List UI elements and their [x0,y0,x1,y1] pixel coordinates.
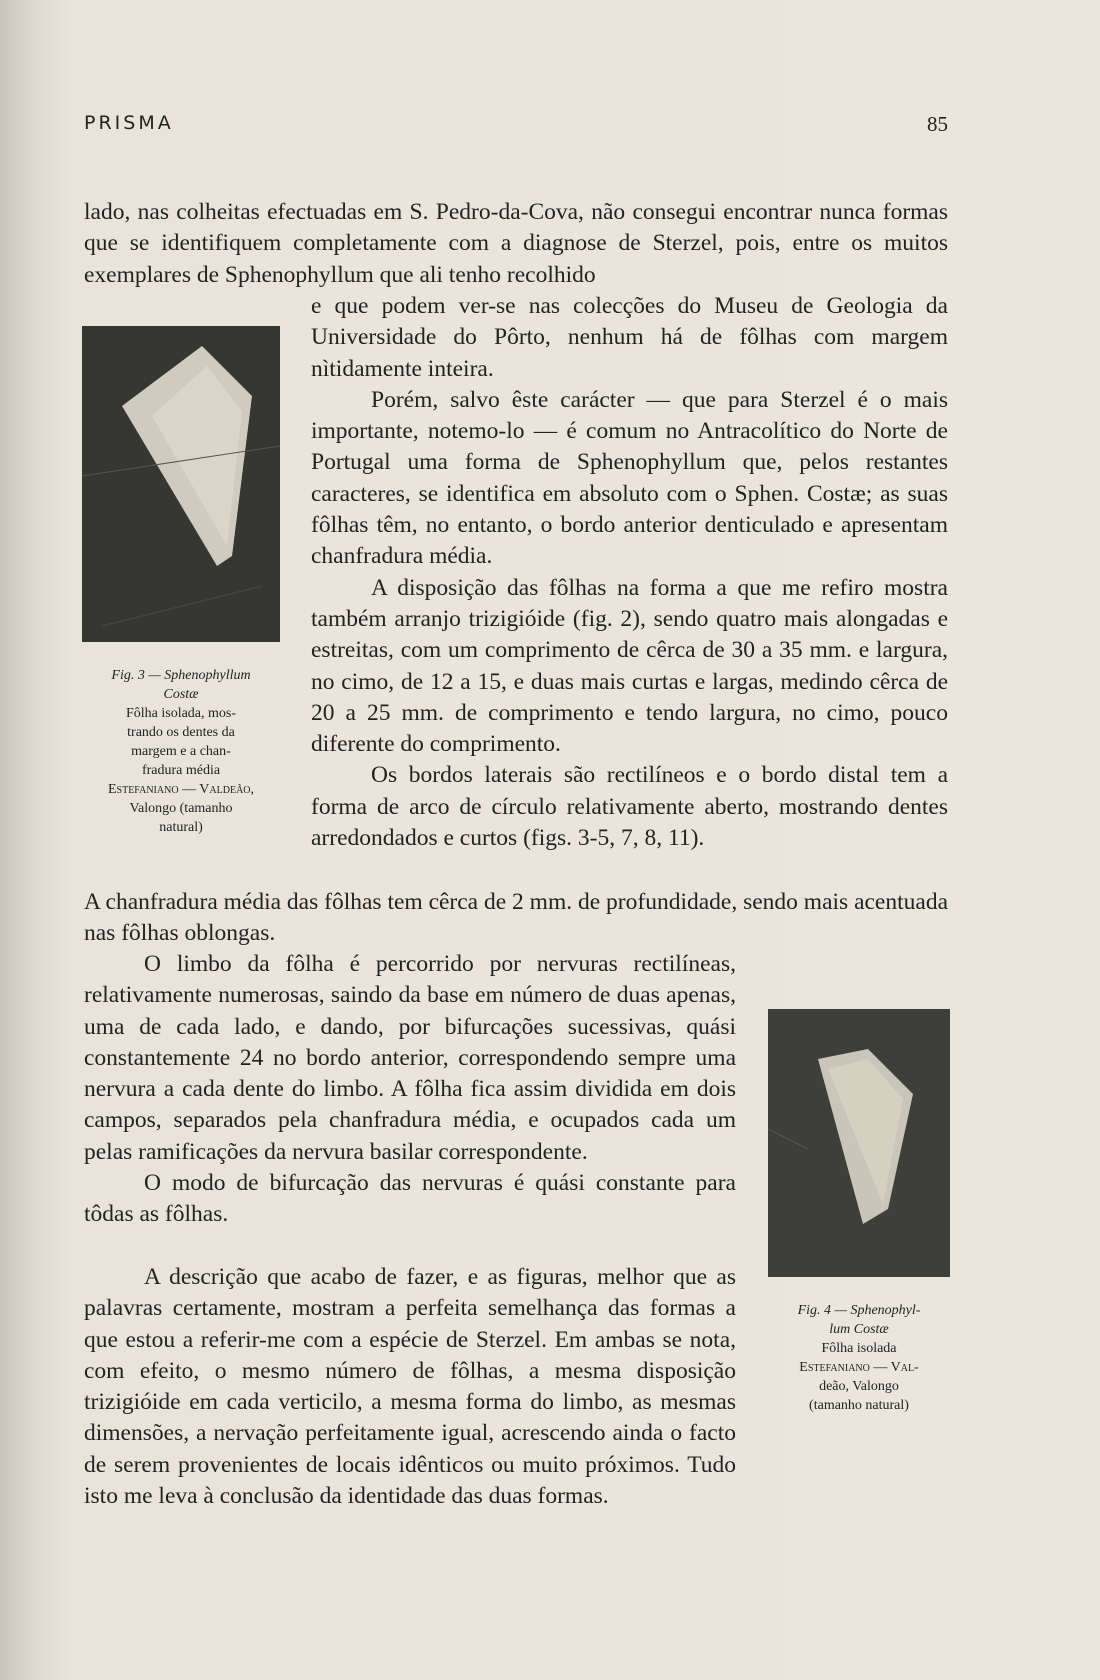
page-header [84,112,948,142]
fig4-caption-line: Fig. 4 — Sphenophyl- [797,1303,921,1318]
fig3-caption-line: margem e a chan- [131,744,231,759]
paragraph-7: O limbo da fôlha é percorrido por nervuras rectilíneas, relativamente numerosas, saindo da base em número de duas apenas, uma de cada lado, e dando, por bifurcações sucessivas, quási constantemente 24 no bordo anterior, correspondendo sempre uma nervura a cada dente do limbo. A fôlha fica assim dividida em dois campos, separados pela chanfradura média, e ocupados cada um pelas ramificações da nervura basilar correspondente. [84,951,736,1165]
running-title: PRISMA [84,112,174,134]
figure-3-photo [82,326,280,642]
paragraph-opening [84,197,948,291]
fig3-caption-line: Fôlha isolada, mos- [125,706,237,721]
right-column [311,291,948,854]
figure-3 [82,326,280,846]
paragraph-4: A disposição das fôlhas na forma a que me refiro mostra também arranjo trizigióide (fig. 2), sendo quatro mais alongadas e estreitas, com um comprimento de cêrca de 30 a 35 mm. e largura, no cimo, de 12 a 15, e duas mais curtas e largas, medindo cêrca de 20 a 25 mm. de comprimento e tendo largura, no cimo, pouco diferente do comprimento. [311,574,948,758]
paragraph-full-1 [84,887,948,950]
page-number: 85 [927,112,948,136]
paragraph-6: A chanfradura média das fôlhas tem cêrca de 2 mm. de profundidade, sendo mais acentuada nas fôlhas oblongas. [84,889,948,947]
fig4-caption-line: Estefaniano — Val- [799,1360,919,1375]
fig4-caption-line: deão, Valongo [819,1379,899,1394]
fig3-caption-line: trando os dentes da [127,725,235,740]
paragraph-3: Porém, salvo êste carácter — que para Sterzel é o mais importante, notemo-lo — é comum no Antracolítico do Norte de Portugal uma forma de Sphenophyllum que, pelos restantes caracteres, se identifica em absoluto com o Sphen. Costæ; as suas fôlhas têm, no entanto, o bordo anterior denticulado e apresentam chanfradura média. [311,386,948,570]
fig3-caption-line: Fig. 3 — Sphenophyllum [111,668,251,683]
fig3-caption-line: Valongo (tamanho [129,801,233,816]
fig3-caption-line: Costæ [163,687,199,702]
figure-4-caption [760,1301,958,1415]
fig4-caption-line: lum Costæ [829,1322,889,1337]
fig3-caption-line: natural) [159,820,203,835]
figure-3-caption [82,666,280,837]
paragraph-1: lado, nas colheitas efectuadas em S. Pedro-da-Cova, não consegui encontrar nunca formas que se identifiquem completamente com a diagnose de Sterzel, pois, entre os muitos exemplares de Sphenophyllum que ali tenho recolhido [84,199,948,288]
left-column [84,949,736,1231]
paragraph-9: A descrição que acabo de fazer, e as figuras, melhor que as palavras certamente, mostram a perfeita semelhança das formas a que estou a referir-me com a espécie de Sterzel. Em ambas se nota, com efeito, o mesmo número de fôlhas, a mesma disposição trizigióide em cada verticilo, a mesma forma do limbo, as mesmas dimensões, a nervação perfeitamente igual, acrescendo ainda o facto de serem provenientes de locais idênticos ou muito próximos. Tudo isto me leva à conclusão da identidade das duas formas. [84,1264,736,1510]
paragraph-8: O modo de bifurcação das nervuras é quási constante para tôdas as fôlhas. [84,1170,736,1228]
fig3-caption-line: fradura média [141,763,221,778]
figure-4 [768,1009,950,1429]
paragraph-5: Os bordos laterais são rectilíneos e o bordo distal tem a forma de arco de círculo relativamente aberto, mostrando dentes arredondados e curtos (figs. 3-5, 7, 8, 11). [311,762,948,852]
paragraph-2: e que podem ver-se nas colecções do Museu de Geologia da Universidade do Pôrto, nenhum há de fôlhas com margem nìtidamente inteira. [311,293,948,382]
fig4-caption-line: Fôlha isolada [821,1341,897,1356]
fig3-caption-line: Estefaniano — Valdeão, [107,782,255,797]
figure-4-photo [768,1009,950,1277]
fig4-caption-line: (tamanho natural) [809,1398,909,1413]
